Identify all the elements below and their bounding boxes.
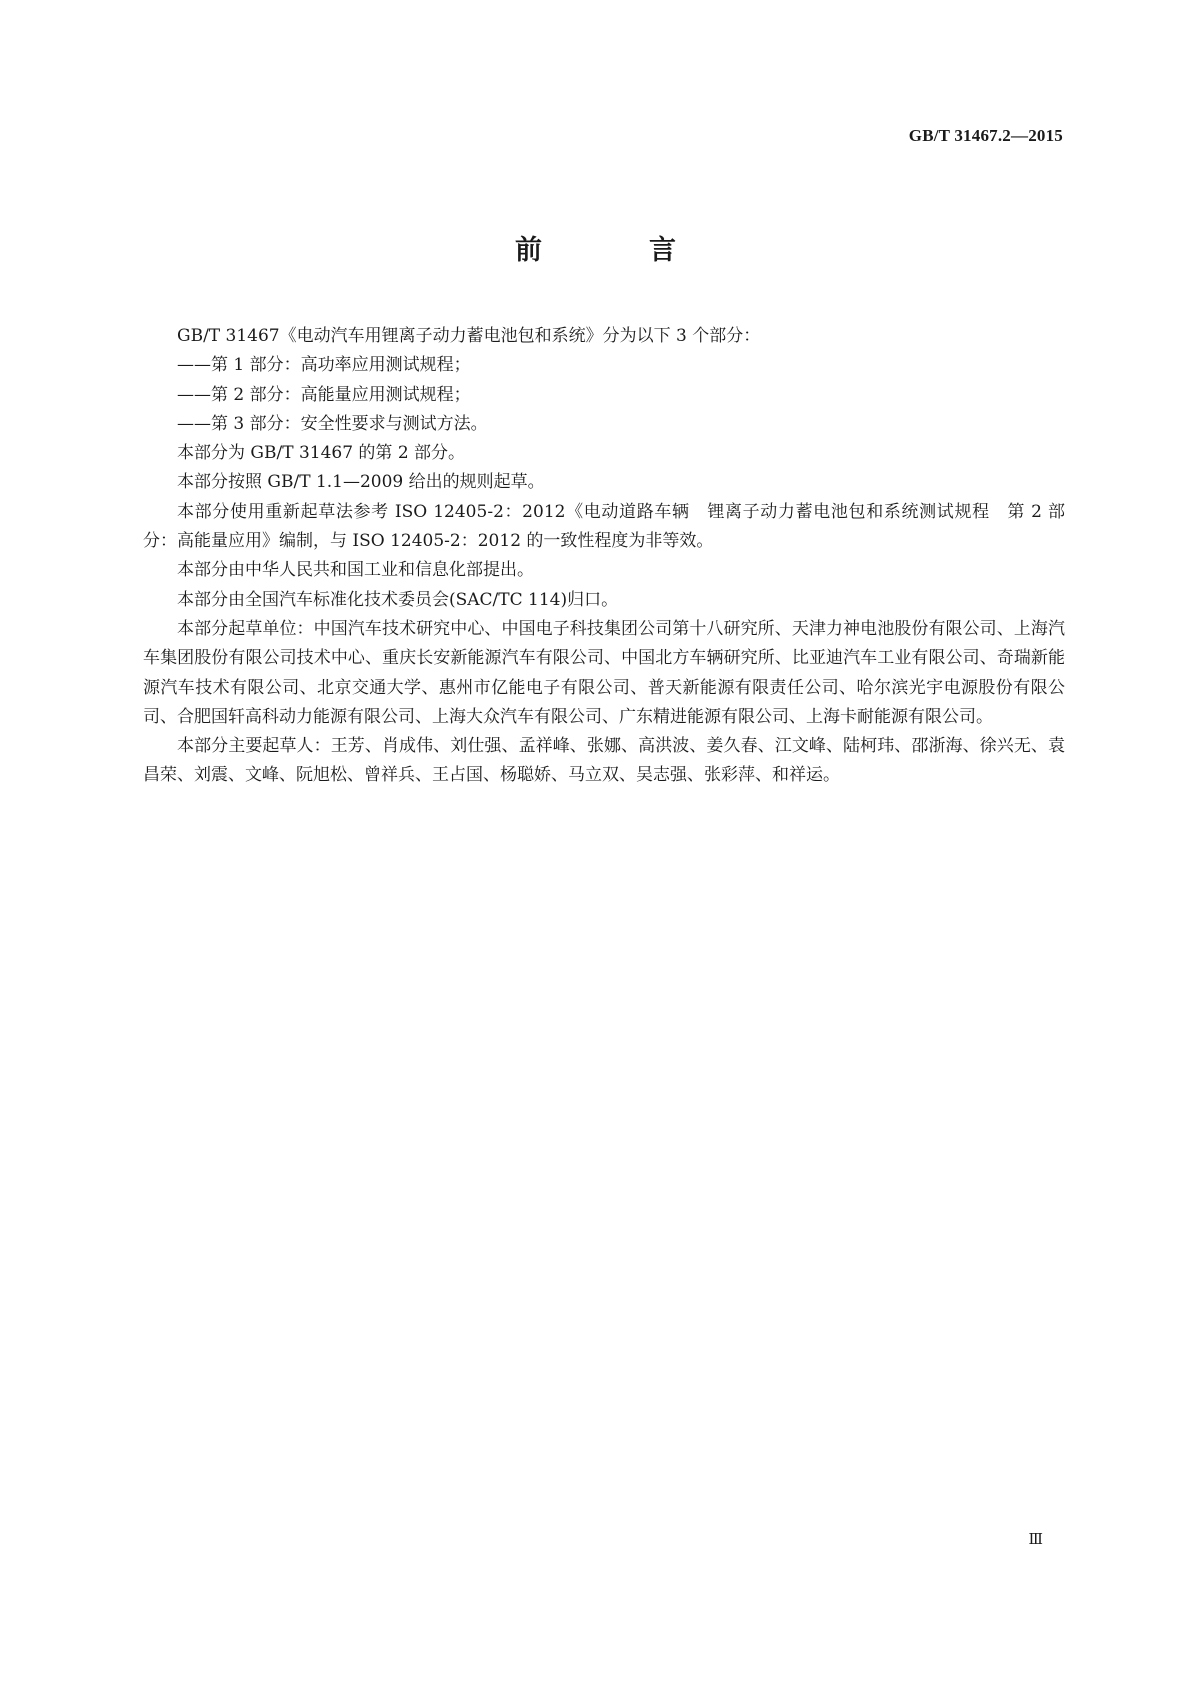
paragraph-main-drafters: 本部分主要起草人：王芳、肖成伟、刘仕强、孟祥峰、张娜、高洪波、姜久春、江文峰、陆柯玮、邵浙海、徐兴无、袁昌荣、刘震、文峰、阮旭松、曾祥兵、王占国、杨聪娇、马立双、吴志强、张彩萍、和祥运。 [143,736,1065,786]
paragraph-drafting-rules: 本部分按照 GB/T 1.1—2009 给出的规则起草。 [177,472,545,493]
paragraph-under-jurisdiction: 本部分由全国汽车标准化技术委员会(SAC/TC 114)归口。 [177,589,619,610]
standard-number: GB/T 31467.2—2015 [908,126,1063,145]
paragraph-iso-reference: 本部分使用重新起草法参考 ISO 12405-2：2012《电动道路车辆 锂离子动力蓄电池包和系统测试规程 第 2 部分：高能量应用》编制，与 ISO 12405-2：2012 的一致性程度为非等效。 [143,501,1065,552]
list-item-part-1: ——第 1 部分：高功率应用测试规程； [177,355,471,376]
list-item-part-3: ——第 3 部分：安全性要求与测试方法。 [177,413,488,434]
paragraph-parts-intro: GB/T 31467《电动汽车用锂离子动力蓄电池包和系统》分为以下 3 个部分： [177,326,761,346]
list-item-part-2: ——第 2 部分：高能量应用测试规程； [177,384,471,405]
section-title: 前 言 [515,235,716,266]
foreword-body [143,322,1065,791]
paragraph-proposed-by: 本部分由中华人民共和国工业和信息化部提出。 [177,560,534,581]
paragraph-this-part: 本部分为 GB/T 31467 的第 2 部分。 [177,443,466,464]
page-number: Ⅲ [1028,1532,1043,1548]
paragraph-drafting-units: 本部分起草单位：中国汽车技术研究中心、中国电子科技集团公司第十八研究所、天津力神电池股份有限公司、上海汽车集团股份有限公司技术中心、重庆长安新能源汽车有限公司、中国北方车辆研究所、比亚迪汽车工业有限公司、奇瑞新能源汽车技术有限公司、北京交通大学、惠州市亿能电子有限公司、普天新能源有限责任公司、哈尔滨光宇电源股份有限公司、合肥国轩高科动力能源有限公司、上海大众汽车有限公司、广东精进能源有限公司、上海卡耐能源有限公司。 [143,618,1065,727]
